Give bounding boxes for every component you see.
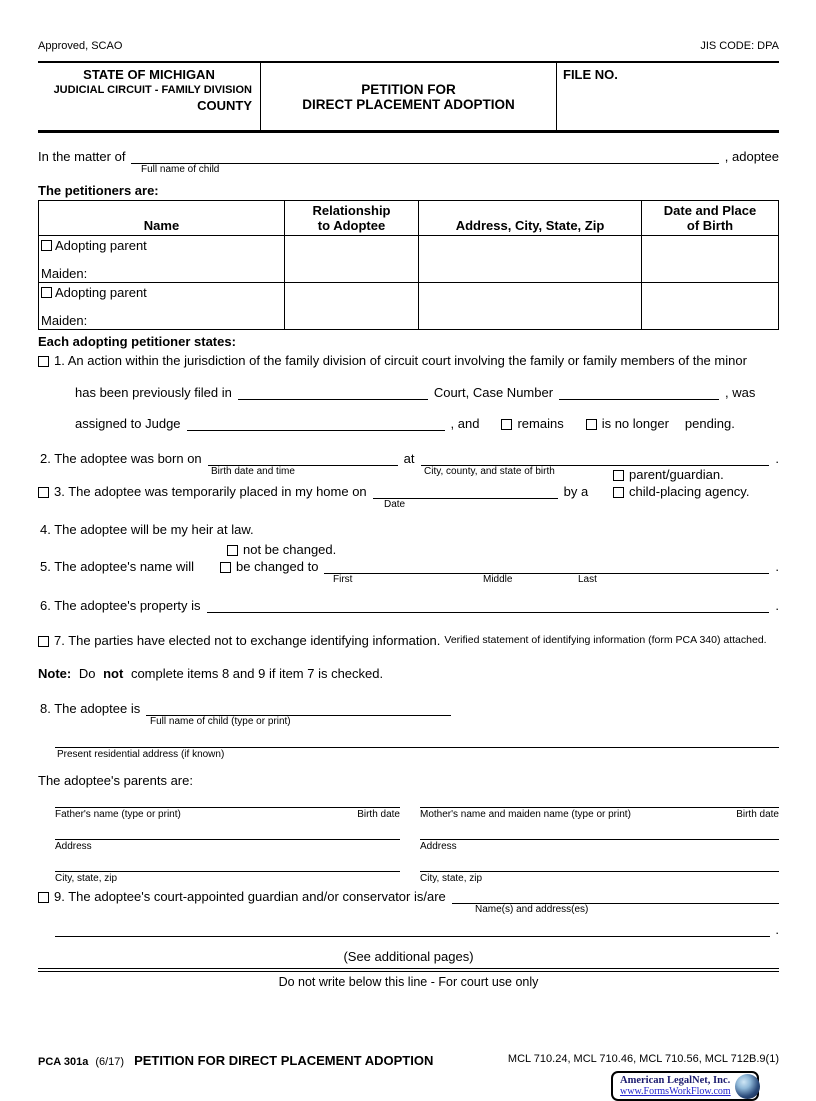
item1-checkbox[interactable] bbox=[38, 356, 49, 367]
item6-period: . bbox=[775, 598, 779, 613]
form-title-line2: DIRECT PLACEMENT ADOPTION bbox=[302, 96, 515, 112]
county-label[interactable]: COUNTY bbox=[197, 98, 252, 113]
item5-label-row bbox=[38, 574, 779, 586]
parents-block bbox=[55, 792, 779, 885]
court-cell bbox=[38, 63, 260, 130]
no-longer-checkbox[interactable] bbox=[586, 419, 597, 430]
col-name: Name bbox=[143, 218, 180, 233]
col-relationship: Relationship to Adoptee bbox=[284, 201, 418, 235]
note-row bbox=[38, 666, 779, 681]
mother-column bbox=[420, 792, 779, 885]
footer-form-title: PETITION FOR DIRECT PLACEMENT ADOPTION bbox=[134, 1053, 434, 1068]
item9-period: . bbox=[775, 922, 779, 937]
item5-period: . bbox=[775, 559, 779, 574]
guardian-name-label: Name(s) and address(es) bbox=[475, 904, 589, 915]
state-label: STATE OF MICHIGAN bbox=[83, 67, 215, 82]
item5-main-row bbox=[40, 559, 779, 574]
logo-row bbox=[38, 1071, 779, 1101]
globe-icon bbox=[735, 1074, 760, 1099]
item8-label-row bbox=[38, 716, 779, 728]
note-text-2: complete items 8 and 9 if item 7 is checked. bbox=[130, 666, 384, 681]
item3-by-a-label: by a bbox=[563, 484, 589, 499]
adopting-parent-2-checkbox[interactable] bbox=[41, 287, 52, 298]
property-line[interactable] bbox=[207, 598, 770, 613]
mother-name-label: Mother's name and maiden name (type or print) bbox=[420, 809, 631, 820]
adopting-parent-1-checkbox[interactable] bbox=[41, 240, 52, 251]
child-name-line-label: Full name of child bbox=[141, 164, 220, 175]
item2-at-label: at bbox=[403, 451, 415, 466]
item1-judge-label: assigned to Judge bbox=[75, 416, 181, 431]
file-no-label: FILE NO. bbox=[563, 67, 618, 82]
form-title-line1: PETITION FOR bbox=[361, 81, 456, 97]
item1-line2 bbox=[75, 385, 779, 400]
father-address-label: Address bbox=[55, 841, 92, 852]
item9-checkbox[interactable] bbox=[38, 892, 49, 903]
item1-line3 bbox=[75, 416, 779, 431]
col-birth: Date and Place of Birth bbox=[641, 201, 778, 235]
court-use-only-label: Do not write below this line - For court use only bbox=[278, 975, 539, 989]
form-title-cell bbox=[260, 63, 557, 130]
case-number-line[interactable] bbox=[559, 385, 719, 400]
form-revision: (6/17) bbox=[95, 1056, 125, 1068]
file-no-cell[interactable] bbox=[557, 63, 779, 130]
birth-place-line[interactable] bbox=[421, 451, 770, 466]
item2-row bbox=[40, 451, 779, 466]
american-legalnet-logo[interactable] bbox=[611, 1071, 759, 1101]
top-strip bbox=[38, 40, 779, 53]
note-text-1: Do bbox=[78, 666, 96, 681]
item2-label-row bbox=[38, 466, 779, 482]
item7-text: 7. The parties have elected not to exchange identifying information. bbox=[54, 633, 441, 648]
item1-filed-in-label: has been previously filed in bbox=[75, 385, 232, 400]
footer-row bbox=[38, 1053, 779, 1069]
be-changed-label: be changed to bbox=[236, 559, 319, 574]
mother-csz-label: City, state, zip bbox=[420, 873, 483, 884]
new-name-line[interactable] bbox=[324, 559, 769, 574]
birth-date-time-line[interactable] bbox=[208, 451, 398, 466]
petitioner-row-1 bbox=[39, 235, 778, 282]
petitioner-row-2 bbox=[39, 282, 778, 329]
item5-option1-row bbox=[227, 542, 779, 557]
logo-website-link[interactable]: www.FormsWorkFlow.com bbox=[620, 1086, 731, 1097]
residential-address-line[interactable] bbox=[55, 734, 779, 748]
child-placing-agency-checkbox[interactable] bbox=[613, 487, 624, 498]
mcl-citations: MCL 710.24, MCL 710.46, MCL 710.56, MCL 712B.9(1) bbox=[507, 1053, 779, 1065]
birth-place-label: City, county, and state of birth bbox=[424, 466, 555, 477]
father-birth-date-label: Birth date bbox=[357, 809, 400, 820]
matter-row bbox=[38, 149, 779, 164]
court-header-box bbox=[38, 61, 779, 133]
item4-row: 4. The adoptee will be my heir at law. bbox=[40, 522, 254, 537]
statements-heading: Each adopting petitioner states: bbox=[38, 334, 236, 349]
item3-row bbox=[38, 484, 779, 499]
item8-row bbox=[40, 701, 779, 716]
court-line[interactable] bbox=[238, 385, 428, 400]
father-name-line[interactable] bbox=[55, 792, 400, 808]
item2-period: . bbox=[775, 451, 779, 466]
item6-text: 6. The adoptee's property is bbox=[40, 598, 201, 613]
first-name-label: First bbox=[333, 574, 353, 585]
judge-line[interactable] bbox=[187, 416, 445, 431]
adopting-parent-2-label: Adopting parent bbox=[55, 285, 147, 300]
pending-label: pending. bbox=[684, 416, 735, 431]
birth-1-cell[interactable] bbox=[641, 236, 778, 282]
child-name-line[interactable] bbox=[131, 149, 718, 164]
parent-guardian-checkbox[interactable] bbox=[613, 470, 624, 481]
approved-scao-label: Approved, SCAO bbox=[38, 40, 123, 52]
guardian-address-line[interactable] bbox=[55, 922, 770, 937]
remains-label: remains bbox=[517, 416, 564, 431]
double-rule bbox=[38, 968, 779, 972]
matter-label-row bbox=[38, 164, 779, 176]
parent-guardian-label: parent/guardian. bbox=[629, 467, 724, 482]
note-label: Note: bbox=[38, 666, 72, 681]
see-additional-pages: (See additional pages) bbox=[343, 949, 474, 964]
item5-text: 5. The adoptee's name will bbox=[40, 559, 195, 574]
maiden-1-label: Maiden: bbox=[41, 266, 88, 281]
child-placing-agency-label: child-placing agency. bbox=[629, 484, 750, 499]
not-changed-checkbox[interactable] bbox=[227, 545, 238, 556]
item3-label-row bbox=[38, 499, 779, 511]
item9-text: 9. The adoptee's court-appointed guardian and/or conservator is/are bbox=[54, 889, 446, 904]
matter-suffix: , adoptee bbox=[724, 149, 779, 164]
item2-text: 2. The adoptee was born on bbox=[40, 451, 202, 466]
no-longer-label: is no longer bbox=[601, 416, 669, 431]
father-name-label: Father's name (type or print) bbox=[55, 809, 181, 820]
not-changed-label: not be changed. bbox=[243, 542, 337, 557]
father-csz-label: City, state, zip bbox=[55, 873, 118, 884]
petitioners-heading: The petitioners are: bbox=[38, 183, 159, 198]
item3-checkbox[interactable] bbox=[38, 487, 49, 498]
birth-date-time-label: Birth date and time bbox=[211, 466, 295, 477]
adopting-parent-1-label: Adopting parent bbox=[55, 238, 147, 253]
mother-birth-date-label: Birth date bbox=[736, 809, 779, 820]
mother-address-label: Address bbox=[420, 841, 457, 852]
father-address-line[interactable] bbox=[55, 821, 400, 840]
col-address: Address, City, State, Zip bbox=[418, 201, 641, 235]
form-number: PCA 301a bbox=[38, 1056, 89, 1068]
be-changed-checkbox[interactable] bbox=[220, 562, 231, 573]
parent-guardian-option bbox=[613, 467, 724, 482]
residential-address-label: Present residential address (if known) bbox=[57, 749, 225, 760]
item9-row bbox=[38, 889, 779, 904]
birth-2-cell[interactable] bbox=[641, 283, 778, 329]
address-1-cell[interactable] bbox=[418, 236, 641, 282]
item7-subtext: Verified statement of identifying information (form PCA 340) attached. bbox=[444, 634, 767, 646]
address-2-cell[interactable] bbox=[418, 283, 641, 329]
placement-date-line[interactable] bbox=[373, 484, 558, 499]
item1-was-label: , was bbox=[725, 385, 756, 400]
item7-checkbox[interactable] bbox=[38, 636, 49, 647]
parents-heading: The adoptee's parents are: bbox=[38, 773, 193, 788]
items-2-3-block bbox=[38, 451, 779, 511]
middle-name-label: Middle bbox=[483, 574, 513, 585]
jis-code-label: JIS CODE: DPA bbox=[700, 40, 779, 52]
placement-date-label: Date bbox=[384, 499, 406, 510]
relationship-1-cell[interactable] bbox=[284, 236, 418, 282]
item9-label-row bbox=[38, 904, 779, 916]
mother-address-line[interactable] bbox=[420, 821, 779, 840]
mother-csz-line[interactable] bbox=[420, 853, 779, 872]
relationship-2-cell[interactable] bbox=[284, 283, 418, 329]
item1-and-label: , and bbox=[450, 416, 480, 431]
judicial-circuit-label[interactable]: JUDICIAL CIRCUIT - FAMILY DIVISION bbox=[53, 84, 252, 96]
item1-case-number-label: Court, Case Number bbox=[433, 385, 554, 400]
item1-line1 bbox=[38, 353, 779, 368]
item1-text: 1. An action within the jurisdiction of the family division of circuit court involving the family or family members of the minor bbox=[54, 353, 747, 368]
father-column bbox=[55, 792, 400, 885]
guardian-name-line[interactable] bbox=[452, 889, 779, 904]
matter-prefix: In the matter of bbox=[38, 149, 126, 164]
child-placing-agency-option bbox=[613, 484, 749, 499]
item7-row bbox=[38, 633, 779, 648]
note-text-bold: not bbox=[103, 666, 124, 681]
petitioners-header-row bbox=[39, 201, 778, 235]
adoptee-name-label: Full name of child (type or print) bbox=[150, 716, 291, 727]
mother-name-line[interactable] bbox=[420, 792, 779, 808]
item6-row bbox=[40, 598, 779, 613]
logo-company-name: American LegalNet, Inc. bbox=[620, 1075, 731, 1086]
item9-line2 bbox=[55, 922, 779, 937]
last-name-label: Last bbox=[578, 574, 597, 585]
remains-checkbox[interactable] bbox=[501, 419, 512, 430]
maiden-2-label: Maiden: bbox=[41, 313, 88, 328]
adoptee-name-line[interactable] bbox=[146, 701, 451, 716]
petitioners-table bbox=[38, 200, 779, 330]
item8-text: 8. The adoptee is bbox=[40, 701, 141, 716]
father-csz-line[interactable] bbox=[55, 853, 400, 872]
item3-text: 3. The adoptee was temporarily placed in my home on bbox=[54, 484, 367, 499]
item5-block bbox=[38, 542, 779, 586]
